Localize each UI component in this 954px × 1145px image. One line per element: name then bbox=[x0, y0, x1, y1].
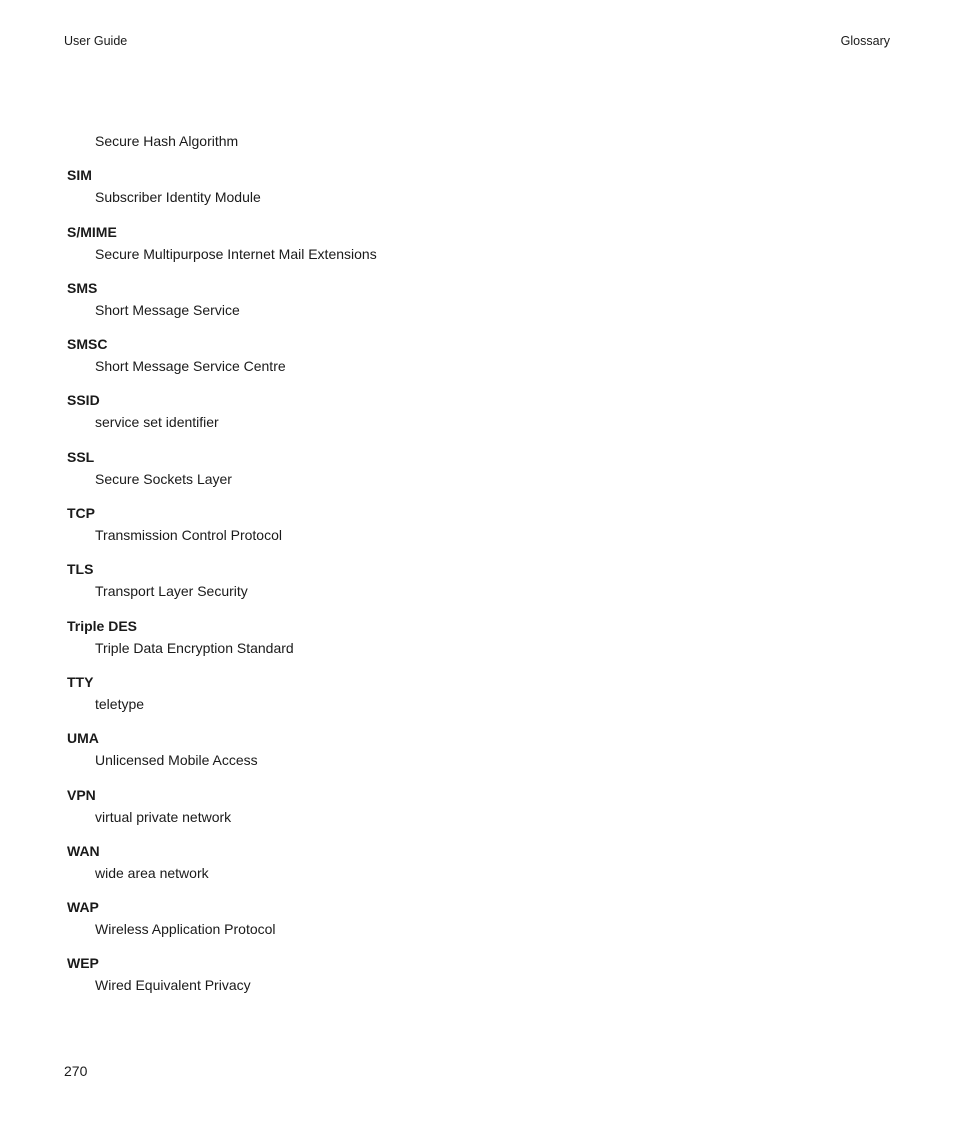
glossary-term: SMS bbox=[67, 279, 98, 296]
glossary-entry bbox=[67, 164, 887, 208]
glossary-entry bbox=[67, 784, 887, 828]
glossary-definition: Subscriber Identity Module bbox=[95, 189, 261, 206]
glossary-definition: Secure Multipurpose Internet Mail Extensions bbox=[95, 245, 377, 262]
glossary-list bbox=[67, 130, 887, 996]
glossary-definition: Secure Sockets Layer bbox=[95, 470, 232, 487]
glossary-term: UMA bbox=[67, 730, 99, 747]
glossary-term: Triple DES bbox=[67, 617, 138, 634]
glossary-entry bbox=[67, 333, 887, 377]
glossary-definition: service set identifier bbox=[95, 414, 219, 431]
glossary-entry bbox=[67, 558, 887, 602]
glossary-definition: Wireless Application Protocol bbox=[95, 921, 276, 938]
glossary-entry bbox=[67, 840, 887, 884]
glossary-term: TTY bbox=[67, 673, 94, 690]
glossary-definition: Transmission Control Protocol bbox=[95, 527, 282, 544]
glossary-definition: Triple Data Encryption Standard bbox=[95, 639, 294, 656]
glossary-entry bbox=[67, 615, 887, 659]
glossary-term: SMSC bbox=[67, 336, 108, 353]
glossary-term: SIM bbox=[67, 167, 92, 184]
glossary-term: TCP bbox=[67, 505, 95, 522]
glossary-entry bbox=[67, 896, 887, 940]
document-title: User Guide bbox=[64, 34, 128, 48]
glossary-term: SSID bbox=[67, 392, 100, 409]
page-number: 270 bbox=[64, 1063, 88, 1079]
glossary-definition: wide area network bbox=[95, 864, 209, 881]
continued-definition: Secure Hash Algorithm bbox=[95, 133, 239, 149]
glossary-term: VPN bbox=[67, 786, 96, 803]
glossary-entry bbox=[67, 221, 887, 265]
glossary-entry bbox=[67, 671, 887, 715]
glossary-term: WAP bbox=[67, 899, 99, 916]
glossary-definition: Transport Layer Security bbox=[95, 583, 248, 600]
glossary-entry bbox=[67, 446, 887, 490]
glossary-entry bbox=[67, 277, 887, 321]
glossary-definition: Unlicensed Mobile Access bbox=[95, 752, 258, 769]
glossary-definition: teletype bbox=[95, 695, 145, 712]
glossary-entry bbox=[67, 502, 887, 546]
glossary-term: TLS bbox=[67, 561, 94, 578]
glossary-definition: Short Message Service bbox=[95, 301, 240, 318]
glossary-entry bbox=[67, 389, 887, 433]
glossary-definition: Short Message Service Centre bbox=[95, 358, 286, 375]
glossary-term: S/MIME bbox=[67, 223, 117, 240]
running-header bbox=[64, 32, 890, 50]
glossary-entry bbox=[67, 952, 887, 996]
glossary-term: WAN bbox=[67, 842, 100, 859]
glossary-entry bbox=[67, 727, 887, 771]
glossary-definition: Wired Equivalent Privacy bbox=[95, 977, 251, 994]
section-title: Glossary bbox=[840, 34, 890, 48]
glossary-term: WEP bbox=[67, 955, 99, 972]
glossary-definition: virtual private network bbox=[95, 808, 232, 825]
glossary-term: SSL bbox=[67, 448, 95, 465]
